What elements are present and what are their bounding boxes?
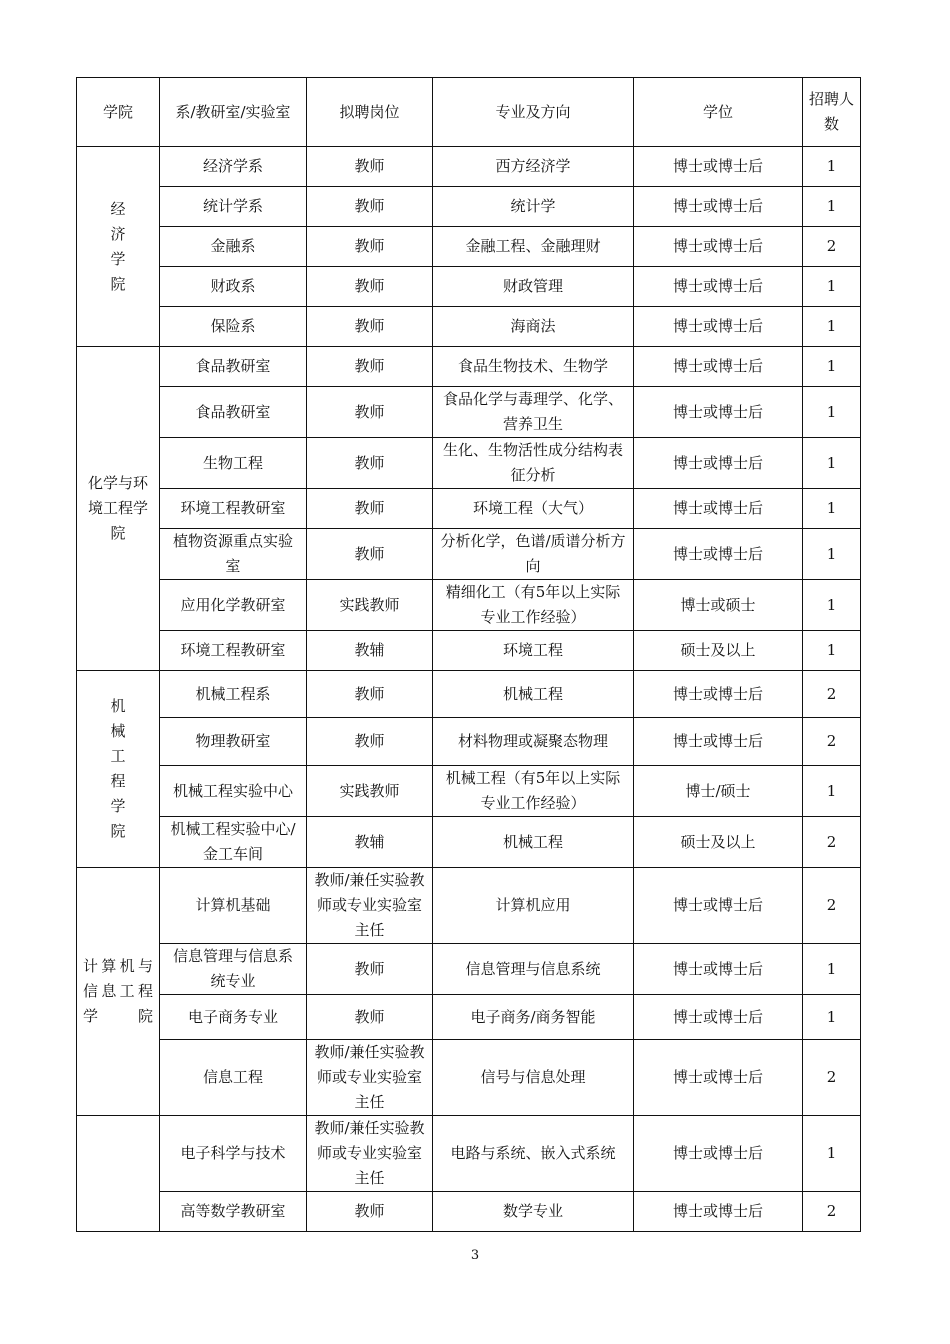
- count-cell: 2: [803, 817, 861, 868]
- major-cell: 分析化学，色谱/质谱分析方向: [433, 529, 634, 580]
- department-cell: 电子科学与技术: [160, 1116, 307, 1192]
- position-cell: 教师/兼任实验教师或专业实验室主任: [307, 1040, 433, 1116]
- major-cell: 食品化学与毒理学、化学、营养卫生: [433, 387, 634, 438]
- degree-cell: 博士或博士后: [634, 1192, 803, 1232]
- department-cell: 食品教研室: [160, 387, 307, 438]
- position-cell: 教师: [307, 147, 433, 187]
- table-row: [77, 718, 861, 766]
- degree-cell: 博士或博士后: [634, 1040, 803, 1116]
- department-cell: 环境工程教研室: [160, 631, 307, 671]
- college-cell: [77, 147, 160, 347]
- count-cell: 1: [803, 438, 861, 489]
- table-row: [77, 1116, 861, 1192]
- table-row: [77, 187, 861, 227]
- major-cell: 材料物理或凝聚态物理: [433, 718, 634, 766]
- major-cell: 信息管理与信息系统: [433, 944, 634, 995]
- position-cell: 教师: [307, 529, 433, 580]
- major-cell: 统计学: [433, 187, 634, 227]
- count-cell: 1: [803, 529, 861, 580]
- table-row: [77, 227, 861, 267]
- position-cell: 教师: [307, 267, 433, 307]
- table-row: [77, 631, 861, 671]
- department-cell: 财政系: [160, 267, 307, 307]
- degree-cell: 博士或博士后: [634, 529, 803, 580]
- department-cell: 机械工程实验中心: [160, 766, 307, 817]
- position-cell: 教师: [307, 944, 433, 995]
- college-name: 计算机与信息工程学院: [83, 957, 153, 1025]
- table-row: [77, 267, 861, 307]
- college-cell: [77, 1116, 160, 1232]
- count-cell: 2: [803, 227, 861, 267]
- position-cell: 教师: [307, 1192, 433, 1232]
- count-cell: 2: [803, 1040, 861, 1116]
- header-major: 专业及方向: [433, 78, 634, 147]
- position-cell: 教师: [307, 718, 433, 766]
- count-cell: 1: [803, 631, 861, 671]
- count-cell: 1: [803, 1116, 861, 1192]
- college-name: 机械工程学院: [110, 697, 126, 840]
- major-cell: 海商法: [433, 307, 634, 347]
- table-row: [77, 387, 861, 438]
- table-row: [77, 766, 861, 817]
- count-cell: 1: [803, 147, 861, 187]
- degree-cell: 博士或博士后: [634, 438, 803, 489]
- position-cell: 教师: [307, 489, 433, 529]
- table-row: [77, 438, 861, 489]
- position-cell: 教师: [307, 347, 433, 387]
- department-cell: 统计学系: [160, 187, 307, 227]
- position-cell: 教师: [307, 438, 433, 489]
- table-row: [77, 868, 861, 944]
- table-row: [77, 529, 861, 580]
- major-cell: 财政管理: [433, 267, 634, 307]
- department-cell: 保险系: [160, 307, 307, 347]
- college-cell: [77, 671, 160, 868]
- table-row: [77, 347, 861, 387]
- recruitment-table: [76, 77, 861, 1232]
- department-cell: 信息工程: [160, 1040, 307, 1116]
- major-cell: 机械工程（有5年以上实际专业工作经验）: [433, 766, 634, 817]
- department-cell: 物理教研室: [160, 718, 307, 766]
- count-cell: 2: [803, 1192, 861, 1232]
- major-cell: 生化、生物活性成分结构表征分析: [433, 438, 634, 489]
- college-cell: [77, 868, 160, 1116]
- college-cell: [77, 347, 160, 671]
- position-cell: 教师: [307, 227, 433, 267]
- degree-cell: 博士或博士后: [634, 307, 803, 347]
- degree-cell: 博士或博士后: [634, 147, 803, 187]
- degree-cell: 博士或博士后: [634, 187, 803, 227]
- position-cell: 教师: [307, 187, 433, 227]
- header-count: 招聘人数: [803, 78, 861, 147]
- degree-cell: 博士或博士后: [634, 227, 803, 267]
- major-cell: 金融工程、金融理财: [433, 227, 634, 267]
- department-cell: 高等数学教研室: [160, 1192, 307, 1232]
- college-name: 经济学院: [110, 199, 126, 293]
- table-row: [77, 489, 861, 529]
- position-cell: 教师: [307, 387, 433, 438]
- major-cell: 机械工程: [433, 817, 634, 868]
- department-cell: 电子商务专业: [160, 995, 307, 1040]
- department-cell: 机械工程实验中心/金工车间: [160, 817, 307, 868]
- table-row: [77, 1192, 861, 1232]
- major-cell: 信号与信息处理: [433, 1040, 634, 1116]
- department-cell: 植物资源重点实验室: [160, 529, 307, 580]
- count-cell: 1: [803, 766, 861, 817]
- table-row: [77, 671, 861, 718]
- position-cell: 教辅: [307, 817, 433, 868]
- count-cell: 2: [803, 868, 861, 944]
- header-college: 学院: [77, 78, 160, 147]
- count-cell: 2: [803, 718, 861, 766]
- header-row: [77, 78, 861, 147]
- count-cell: 1: [803, 307, 861, 347]
- position-cell: 实践教师: [307, 766, 433, 817]
- department-cell: 计算机基础: [160, 868, 307, 944]
- major-cell: 数学专业: [433, 1192, 634, 1232]
- degree-cell: 博士或博士后: [634, 944, 803, 995]
- degree-cell: 博士或博士后: [634, 387, 803, 438]
- table-row: [77, 307, 861, 347]
- count-cell: 1: [803, 995, 861, 1040]
- position-cell: 教师: [307, 671, 433, 718]
- header-department: 系/教研室/实验室: [160, 78, 307, 147]
- count-cell: 2: [803, 671, 861, 718]
- department-cell: 食品教研室: [160, 347, 307, 387]
- header-position: 拟聘岗位: [307, 78, 433, 147]
- position-cell: 教师/兼任实验教师或专业实验室主任: [307, 1116, 433, 1192]
- college-name: 化学与环境工程学院: [87, 474, 148, 542]
- degree-cell: 博士或博士后: [634, 1116, 803, 1192]
- page-number: 3: [470, 1248, 480, 1263]
- degree-cell: 硕士及以上: [634, 817, 803, 868]
- department-cell: 生物工程: [160, 438, 307, 489]
- count-cell: 1: [803, 387, 861, 438]
- position-cell: 实践教师: [307, 580, 433, 631]
- position-cell: 教师/兼任实验教师或专业实验室主任: [307, 868, 433, 944]
- table-row: [77, 944, 861, 995]
- header-degree: 学位: [634, 78, 803, 147]
- major-cell: 食品生物技术、生物学: [433, 347, 634, 387]
- position-cell: 教辅: [307, 631, 433, 671]
- major-cell: 西方经济学: [433, 147, 634, 187]
- table-row: [77, 995, 861, 1040]
- department-cell: 机械工程系: [160, 671, 307, 718]
- count-cell: 1: [803, 267, 861, 307]
- table-row: [77, 147, 861, 187]
- count-cell: 1: [803, 580, 861, 631]
- count-cell: 1: [803, 489, 861, 529]
- major-cell: 计算机应用: [433, 868, 634, 944]
- table-row: [77, 1040, 861, 1116]
- major-cell: 机械工程: [433, 671, 634, 718]
- table-row: [77, 580, 861, 631]
- department-cell: 应用化学教研室: [160, 580, 307, 631]
- major-cell: 电路与系统、嵌入式系统: [433, 1116, 634, 1192]
- degree-cell: 博士或博士后: [634, 489, 803, 529]
- degree-cell: 博士或博士后: [634, 267, 803, 307]
- degree-cell: 博士或博士后: [634, 995, 803, 1040]
- count-cell: 1: [803, 187, 861, 227]
- degree-cell: 博士或博士后: [634, 671, 803, 718]
- degree-cell: 博士或博士后: [634, 347, 803, 387]
- major-cell: 电子商务/商务智能: [433, 995, 634, 1040]
- table-row: [77, 817, 861, 868]
- department-cell: 环境工程教研室: [160, 489, 307, 529]
- department-cell: 经济学系: [160, 147, 307, 187]
- department-cell: 信息管理与信息系统专业: [160, 944, 307, 995]
- count-cell: 1: [803, 944, 861, 995]
- position-cell: 教师: [307, 307, 433, 347]
- degree-cell: 博士/硕士: [634, 766, 803, 817]
- major-cell: 环境工程（大气）: [433, 489, 634, 529]
- count-cell: 1: [803, 347, 861, 387]
- major-cell: 精细化工（有5年以上实际专业工作经验）: [433, 580, 634, 631]
- degree-cell: 博士或博士后: [634, 868, 803, 944]
- table-header: [77, 78, 861, 147]
- table-body: [77, 147, 861, 1232]
- major-cell: 环境工程: [433, 631, 634, 671]
- position-cell: 教师: [307, 995, 433, 1040]
- degree-cell: 博士或硕士: [634, 580, 803, 631]
- degree-cell: 博士或博士后: [634, 718, 803, 766]
- degree-cell: 硕士及以上: [634, 631, 803, 671]
- department-cell: 金融系: [160, 227, 307, 267]
